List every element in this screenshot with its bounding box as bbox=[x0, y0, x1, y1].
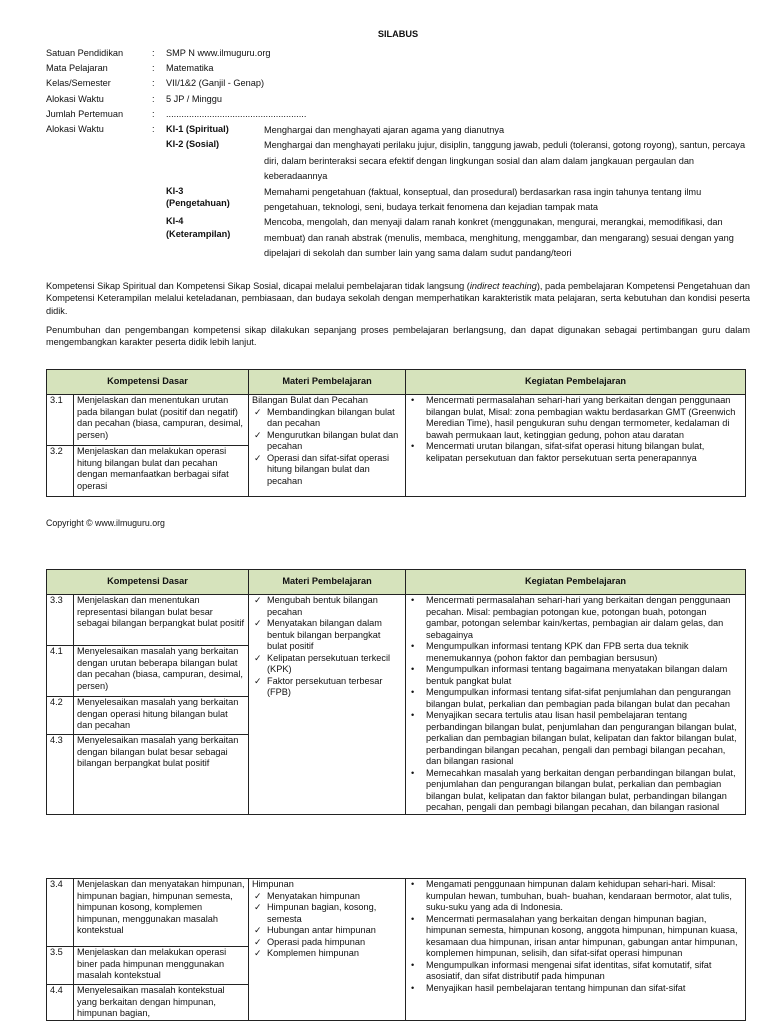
kegiatan-cell bbox=[406, 595, 746, 815]
list-item: ✓ Faktor persekutuan terbesar (FPB) bbox=[252, 676, 402, 699]
info-row: Mata Pelajaran : Matematika bbox=[46, 63, 214, 74]
info-row: Kelas/Semester : VII/1&2 (Ganjil - Genap) bbox=[46, 78, 265, 89]
list-item: ✓ Mengurutkan bilangan bulat dan pecahan bbox=[252, 430, 402, 453]
header-kegiatan: Kegiatan Pembelajaran bbox=[406, 570, 746, 595]
syllabus-table-3 bbox=[46, 878, 746, 1021]
list-item: • Menyajikan hasil pembelajaran tentang himpunan dan sifat-sifat bbox=[409, 983, 742, 995]
header-materi: Materi Pembelajaran bbox=[249, 370, 406, 395]
list-item: ✓ Mengubah bentuk bilangan pecahan bbox=[252, 595, 402, 618]
table-row: 4.3 Menyelesaikan masalah yang berkaitan dengan bilangan bulat besar sebagai bilangan berpangkat bulat positif bbox=[47, 735, 746, 815]
list-item: ✓ Operasi pada himpunan bbox=[252, 937, 402, 949]
kegiatan-cell bbox=[406, 395, 746, 497]
table-row: 3.5 Menjelaskan dan melakukan operasi biner pada himpunan menggunakan masalah kontekstual bbox=[47, 947, 746, 985]
list-item: • Menyajikan secara tertulis atau lisan hasil pembelajaran tentang perbandingan bilangan bulat, penjumlahan dan pengurangan bilangan bulat, perkalian dan pembagian bilangan bulat, kelipatan dan faktor bilangan bulat, perbandingan bilangan pecahan, pengali dan pembagi bilangan pecahan, dan bilangan rasional bbox=[409, 710, 742, 768]
list-item: • Mengumpulkan informasi tentang bagaimana menyatakan bilangan dalam bentuk pangkat bulat bbox=[409, 664, 742, 687]
paragraph-attitude: Kompetensi Sikap Spiritual dan Kompetensi Sikap Sosial, dicapai melalui pembelajaran tidak langsung (indirect teaching), pada pembelajaran Kompetensi Pengetahuan dan Kompetensi Keterampilan melalui keteladanan, pembiasaan, dan budaya sekolah dengan memperhatikan karakteristik mata pelajaran, serta kebutuhan dan kondisi peserta didik. bbox=[46, 281, 751, 316]
core-competencies bbox=[166, 123, 750, 262]
copyright-text: Copyright © www.ilmuguru.org bbox=[46, 518, 165, 528]
syllabus-table-1 bbox=[46, 369, 746, 497]
table-row: 3.3 Menjelaskan dan menentukan representasi bilangan bulat besar sebagai bilangan berpangkat bulat positif ✓ Mengubah bentuk bilangan pecahan ✓ Menyatakan bilangan dalam bentuk bilangan berpangkat bulat positif ✓ Kelipatan persekutuan terkecil (KPK) ✓ Faktor persekutuan terbesar (FPB) • Mencermati permasalahan sehari-hari yang berkaitan dengan penggunaan pecahan. Misal: pembagian potongan kue, potongan buah, potongan gambar, potongan selembar kain/kertas, pembagian air dalam gelas, dan sebagainya • Mengumpulkan informasi tentang KPK dan FPB serta dua teknik menemukannya (pohon faktor dan pembagian bersusun) • Mengumpulkan informasi tentang bagaimana menyatakan bilangan dalam bentuk pangkat bulat • Mengumpulkan informasi tentang sifat-sifat penjumlahan dan pengurangan bilangan bulat, perkalian dan pembagian pada bilangan bulat dan pecahan • Menyajikan secara tertulis atau lisan hasil pembelajaran tentang perbandingan bilangan bulat, penjumlahan dan pengurangan bilangan bulat, perkalian dan pembagian bilangan bulat, kelipatan dan faktor bilangan bulat, perbandingan bilangan pecahan, pengali dan pembagi bilangan pecahan, dan bilangan rasional • Memecahkan masalah yang berkaitan dengan perbandingan bilangan bulat, penjumlahan dan pengurangan bilangan bulat, perkalian dan pembagian bilangan bulat, kelipatan dan faktor bilangan bulat, perbandingan bilangan pecahan, pengali dan pembagi bilangan pecahan, dan bilangan rasional bbox=[47, 595, 746, 646]
materi-cell: Bilangan Bulat dan Pecahan ✓ Membandingkan bilangan bulat dan pecahan ✓ Mengurutkan bilangan bulat dan pecahan ✓ Operasi dan sifat-sifat operasi hitung bilangan bulat dan pecahan bbox=[249, 395, 406, 497]
materi-cell: Himpunan ✓ Menyatakan himpunan ✓ Himpunan bagian, kosong, semesta ✓ Hubungan antar himpunan ✓ Operasi pada himpunan ✓ Komplemen himpunan bbox=[249, 879, 406, 1021]
list-item: • Mengumpulkan informasi mengenai sifat identitas, sifat komutatif, sifat asosiatif, dan sifat distributif pada himpunan bbox=[409, 960, 742, 983]
header-materi: Materi Pembelajaran bbox=[249, 570, 406, 595]
list-item: ✓ Himpunan bagian, kosong, semesta bbox=[252, 902, 402, 925]
table-row: 3.4 Menjelaskan dan menyatakan himpunan, himpunan bagian, himpunan semesta, himpunan kosong, komplemen himpunan, menggunakan masalah kontekstual Himpunan ✓ Menyatakan himpunan ✓ Himpunan bagian, kosong, semesta ✓ Hubungan antar himpunan ✓ Operasi pada himpunan ✓ Komplemen himpunan • Mengamati penggunaan himpunan dalam kehidupan sehari-hari. Misal: kumpulan hewan, tumbuhan, buah- buahan, kendaraan bermotor, alat tulis, suku-suku yang ada di Indonesia. • Mencermati permasalahan yang berkaitan dengan himpunan bagian, himpunan semesta, himpunan kosong, anggota himpunan, himpunan kuasa, kesamaan dua himpunan, irisan antar himpunan, gabungan antar himpunan, komplemen himpunan, selisih, dan sifat-sifat operasi himpunan • Mengumpulkan informasi mengenai sifat identitas, sifat komutatif, sifat asosiatif, dan sifat distributif pada himpunan • Menyajikan hasil pembelajaran tentang himpunan dan sifat-sifat bbox=[47, 879, 746, 947]
list-item: ✓ Membandingkan bilangan bulat dan pecahan bbox=[252, 407, 402, 430]
table-header-row bbox=[47, 370, 746, 395]
list-item: • Mengumpulkan informasi tentang sifat-sifat penjumlahan dan pengurangan bilangan bulat, perkalian dan pembagian pada bilangan bulat dan pecahan bbox=[409, 687, 742, 710]
info-row: Satuan Pendidikan : SMP N www.ilmuguru.org bbox=[46, 48, 271, 58]
info-row: Jumlah Pertemuan : ....................................................... bbox=[46, 108, 307, 119]
ki-row: KI-3 (Pengetahuan) Memahami pengetahuan (faktual, konseptual, dan prosedural) berdasarkan rasa ingin tahunya tentang ilmu pengetahuan, teknologi, seni, budaya terkait fenomena dan kejadian tampak mata bbox=[166, 185, 702, 213]
header-kegiatan: Kegiatan Pembelajaran bbox=[406, 370, 746, 395]
table-row: 4.1 Menyelesaikan masalah yang berkaitan dengan urutan beberapa bilangan bulat dan pecahan (biasa, campuran, desimal, persen) bbox=[47, 646, 746, 697]
list-item: • Mengumpulkan informasi tentang KPK dan FPB serta dua teknik menemukannya (pohon faktor dan pembagian bersusun) bbox=[409, 641, 742, 664]
kegiatan-cell bbox=[406, 879, 746, 1021]
list-item: ✓ Komplemen himpunan bbox=[252, 948, 402, 960]
list-item: • Memecahkan masalah yang berkaitan dengan perbandingan bilangan bulat, penjumlahan dan pengurangan bilangan bulat, perkalian dan pembagian bilangan bulat, kelipatan dan faktor bilangan bulat, perbandingan bilangan pecahan, pengali dan pembagi bilangan pecahan, dan bilangan rasional bbox=[409, 768, 742, 814]
header-kompetensi-dasar: Kompetensi Dasar bbox=[47, 370, 249, 395]
page-title: SILABUS bbox=[377, 29, 419, 39]
list-item: ✓ Operasi dan sifat-sifat operasi hitung bilangan bulat dan pecahan bbox=[252, 453, 402, 488]
info-row: Alokasi Waktu : bbox=[46, 123, 155, 134]
table-row: 3.2 Menjelaskan dan melakukan operasi hitung bilangan bulat dan pecahan dengan memanfaatkan berbagai sifat operasi bbox=[47, 446, 746, 497]
list-item: • Mencermati urutan bilangan, sifat-sifat operasi hitung bilangan bulat, kelipatan persekutuan dan faktor persekutuan serta penerapannya bbox=[409, 441, 742, 464]
list-item: • Mencermati permasalahan sehari-hari yang berkaitan dengan penggunaan pecahan. Misal: pembagian potongan kue, potongan buah, potongan gambar, potongan selembar kain/kertas, pembagian air dalam gelas, dan sebagainya bbox=[409, 595, 742, 641]
ki-row: KI-2 (Sosial) Menghargai dan menghayati perilaku jujur, disiplin, tanggung jawab, peduli (toleransi, gotong royong), santun, percaya diri, dalam berinteraksi secara efektif dengan lingkungan sosial dan alam dalam jangkauan pergaulan dan keberadaannya bbox=[166, 139, 746, 182]
table-row: 4.2 Menyelesaikan masalah yang berkaitan dengan operasi hitung bilangan bulat dan pecahan bbox=[47, 697, 746, 735]
info-row: Alokasi Waktu : 5 JP / Minggu bbox=[46, 93, 223, 104]
materi-cell bbox=[249, 595, 406, 815]
ki-row: KI-1 (Spiritual) Menghargai dan menghayati ajaran agama yang dianutnya bbox=[166, 124, 505, 135]
table-row: 4.4 Menyelesaikan masalah kontekstual yang berkaitan dengan himpunan, himpunan bagian, bbox=[47, 985, 746, 1021]
list-item: ✓ Hubungan antar himpunan bbox=[252, 925, 402, 937]
list-item: ✓ Kelipatan persekutuan terkecil (KPK) bbox=[252, 653, 402, 676]
table-row: 3.1 Menjelaskan dan menentukan urutan pada bilangan bulat (positif dan negatif) dan pecahan (biasa, campuran, desimal, persen) Bilangan Bulat dan Pecahan ✓ Membandingkan bilangan bulat dan pecahan ✓ Mengurutkan bilangan bulat dan pecahan ✓ Operasi dan sifat-sifat operasi hitung bilangan bulat dan pecahan • Mencermati permasalahan sehari-hari yang berkaitan dengan penggunaan bilangan bulat, Misal: zona pembagian waktu berdasarkan GMT (Greenwich Meredian Time), hasil pengukuran suhu dengan termometer, kedalaman di bawah permukaan laut, ketinggian gedung, pohon atau daratan • Mencermati urutan bilangan, sifat-sifat operasi hitung bilangan bulat, kelipatan persekutuan dan faktor persekutuan serta penerapannya bbox=[47, 395, 746, 446]
list-item: • Mencermati permasalahan yang berkaitan dengan himpunan bagian, himpunan semesta, himpunan kosong, anggota himpunan, himpunan kuasa, kesamaan dua himpunan, irisan antar himpunan, gabungan antar himpunan, komplemen himpunan, selisih, dan sifat-sifat operasi himpunan bbox=[409, 914, 742, 960]
list-item: ✓ Menyatakan bilangan dalam bentuk bilangan berpangkat bulat positif bbox=[252, 618, 402, 653]
table-header-row bbox=[47, 570, 746, 595]
list-item: • Mencermati permasalahan sehari-hari yang berkaitan dengan penggunaan bilangan bulat, Misal: zona pembagian waktu berdasarkan GMT (Greenwich Meredian Time), hasil pengukuran suhu dengan termometer, kedalaman di bawah permukaan laut, ketinggian gedung, pohon atau daratan bbox=[409, 395, 742, 441]
paragraph-development: Penumbuhan dan pengembangan kompetensi sikap dilakukan sepanjang proses pembelajaran berlangsung, dan dapat digunakan sebagai pertimbangan guru dalam mengembangkan karakter peserta didik lebih lanjut. bbox=[46, 325, 750, 348]
list-item: ✓ Menyatakan himpunan bbox=[252, 891, 402, 903]
header-kompetensi-dasar: Kompetensi Dasar bbox=[47, 570, 249, 595]
list-item: • Mengamati penggunaan himpunan dalam kehidupan sehari-hari. Misal: kumpulan hewan, tumbuhan, buah- buahan, kendaraan bermotor, alat tulis, suku-suku yang ada di Indonesia. bbox=[409, 879, 742, 914]
ki-row: KI-4 (Keterampilan) Mencoba, mengolah, dan menyaji dalam ranah konkret (menggunakan, mengurai, merangkai, memodifikasi, dan membuat) dan ranah abstrak (menulis, membaca, menghitung, menggambar, dan mengarang) sesuai dengan yang dipelajari di sekolah dan sumber lain yang sama dalam sudut pandang/teori bbox=[166, 216, 734, 259]
syllabus-table-2 bbox=[46, 569, 746, 815]
